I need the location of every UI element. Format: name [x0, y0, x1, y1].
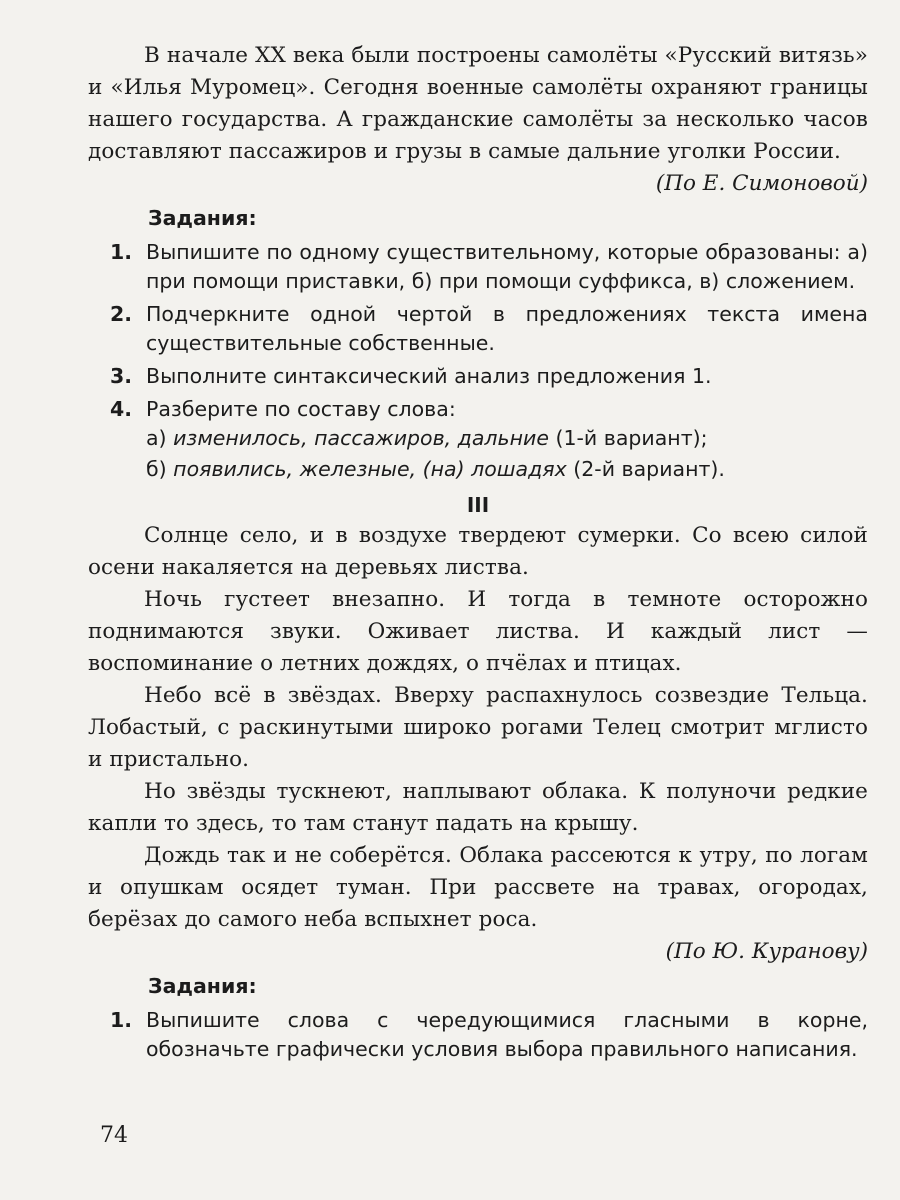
page-number: 74 [100, 1123, 128, 1148]
task-text: Подчеркните одной чертой в предложениях текста имена существительные собственные. [146, 302, 868, 355]
task-item [88, 362, 868, 391]
variant-suffix: (1-й вариант); [555, 426, 708, 450]
text-paragraph: В начале XX века были построены самолёты «Русский витязь» и «Илья Муромец». Сегодня военные самолёты охраняют границы нашего государства. А гражданские самолёты за несколько часов доставляют пассажиров и грузы в самые дальние уголки России. [88, 43, 868, 164]
section-label: III [466, 493, 490, 517]
text-paragraph: Небо всё в звёздах. Вверху распахнулось созвездие Тельца. Лобастый, с раскинутыми широко рогами Телец смотрит мглисто и пристально. [88, 683, 868, 772]
variant-a [88, 424, 868, 453]
tasks-heading: Задания: [148, 974, 257, 998]
variant-words: появились, железные, [173, 457, 417, 481]
task-text: Выпишите по одному существительному, которые образованы: а) при помощи приставки, б) при помощи суффикса, в) сложением. [146, 240, 868, 293]
variant-words: изменилось, пассажиров, дальние [173, 426, 549, 450]
task-number: 3. [110, 364, 133, 388]
text-paragraph: Но звёзды тускнеют, наплывают облака. К полуночи редкие капли то здесь, то там станут падать на крышу. [88, 779, 868, 836]
task-text: Разберите по составу слова: [146, 397, 456, 421]
task-number: 2. [110, 302, 133, 326]
text-paragraph: Ночь густеет внезапно. И тогда в темноте осторожно поднимаются звуки. Оживает листва. И каждый лист — воспоминание о летних дождях, о пчёлах и птицах. [88, 587, 868, 676]
task-item [88, 300, 868, 358]
task-number: 1. [110, 240, 133, 264]
task-number: 1. [110, 1008, 133, 1032]
task-number: 4. [110, 397, 133, 421]
variant-b [88, 455, 868, 484]
source-attribution: (По Ю. Куранову) [665, 939, 868, 964]
task-text: Выпишите слова с чередующимися гласными в корне, обозначьте графически условия выбора правильного написания. [146, 1008, 868, 1061]
variant-words: лошадях [471, 457, 567, 481]
text-paragraph: Дождь так и не соберётся. Облака рассеются к утру, по логам и опушкам осядет туман. При рассвете на травах, огородах, берёзах до самого неба вспыхнет роса. [88, 843, 868, 932]
variant-preposition: (на) [422, 457, 465, 481]
task-item [88, 1006, 868, 1064]
variant-prefix: а) [146, 426, 167, 450]
tasks-heading: Задания: [148, 206, 257, 230]
source-attribution: (По Е. Симоновой) [655, 171, 868, 196]
task-item [88, 395, 868, 424]
text-paragraph: Солнце село, и в воздухе твердеют сумерки. Со всею силой осени накаляется на деревьях листва. [88, 523, 868, 580]
task-text: Выполните синтаксический анализ предложения 1. [146, 364, 712, 388]
task-item [88, 238, 868, 296]
variant-prefix: б) [146, 457, 167, 481]
variant-suffix: (2-й вариант). [573, 457, 725, 481]
